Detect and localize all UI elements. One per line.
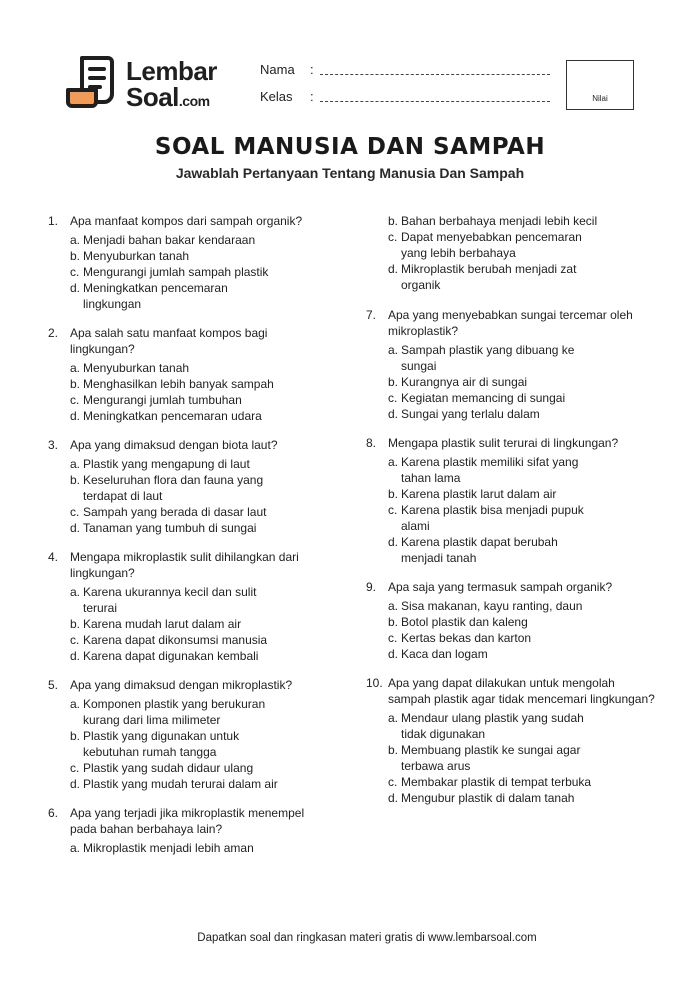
answer-option[interactable] xyxy=(388,229,656,245)
answer-option[interactable] xyxy=(70,264,318,280)
option-letter: b. xyxy=(388,743,399,757)
option-letter: d. xyxy=(70,521,81,535)
option-letter: c. xyxy=(70,265,80,279)
option-text: Sisa makanan, kayu ranting, daun xyxy=(401,599,583,613)
option-text: Mengurangi jumlah tumbuhan xyxy=(83,393,242,407)
answer-option[interactable] xyxy=(388,261,656,277)
answer-option[interactable] xyxy=(70,360,318,376)
option-letter: b. xyxy=(70,729,81,743)
answer-option[interactable] xyxy=(70,840,318,856)
option-text-continued: terurai xyxy=(83,601,118,615)
option-letter: a. xyxy=(70,361,81,375)
option-letter: a. xyxy=(70,233,81,247)
question-text: Apa saja yang termasuk sampah organik? xyxy=(388,580,613,594)
option-letter: c. xyxy=(70,505,80,519)
answer-option[interactable] xyxy=(70,392,318,408)
question-item xyxy=(366,435,656,566)
option-text: Sungai yang terlalu dalam xyxy=(401,407,540,421)
option-text: Dapat menyebabkan pencemaran xyxy=(401,230,582,244)
question-text: Mengapa plastik sulit terurai di lingkungan? xyxy=(388,436,619,450)
answer-option[interactable] xyxy=(388,790,656,806)
option-letter: a. xyxy=(70,585,81,599)
answer-option[interactable] xyxy=(70,376,318,392)
question-text: Apa salah satu manfaat kompos bagi lingkungan? xyxy=(70,326,268,356)
question-number: 4. xyxy=(48,550,59,564)
option-text: Bahan berbahaya menjadi lebih kecil xyxy=(401,214,598,228)
option-letter: b. xyxy=(388,214,399,228)
score-label: Nilai xyxy=(592,94,608,103)
option-letter: a. xyxy=(388,343,399,357)
name-colon: : xyxy=(310,62,314,77)
option-letter: d. xyxy=(388,535,399,549)
option-text: Kaca dan logam xyxy=(401,647,488,661)
option-text-continued: terdapat di laut xyxy=(83,489,163,503)
question-number: 3. xyxy=(48,438,59,452)
answer-option[interactable] xyxy=(70,584,318,600)
answer-option[interactable] xyxy=(388,614,656,630)
page-title: SOAL MANUSIA DAN SAMPAH xyxy=(154,134,546,160)
answer-option[interactable] xyxy=(70,728,318,744)
question-text: Apa yang dapat dilakukan untuk mengolah sampah plastik agar tidak mencemari lingkungan? xyxy=(388,676,655,706)
option-letter: d. xyxy=(388,791,399,805)
option-text: Mendaur ulang plastik yang sudah xyxy=(401,711,584,725)
option-text: Mikroplastik berubah menjadi zat xyxy=(401,262,577,276)
class-label: Kelas xyxy=(260,89,293,104)
name-field[interactable] xyxy=(260,62,314,77)
name-input-line[interactable] xyxy=(320,74,550,75)
option-letter: c. xyxy=(70,761,80,775)
name-label: Nama xyxy=(260,62,295,77)
answer-option[interactable] xyxy=(70,472,318,488)
option-text: Keseluruhan flora dan fauna yang xyxy=(83,473,264,487)
question-text: Apa manfaat kompos dari sampah organik? xyxy=(70,214,303,228)
option-text: Mengubur plastik di dalam tanah xyxy=(401,791,575,805)
option-text: Mengurangi jumlah sampah plastik xyxy=(83,265,269,279)
option-letter: b. xyxy=(388,615,399,629)
question-text: Apa yang terjadi jika mikroplastik menempel pada bahan berbahaya lain? xyxy=(70,806,305,836)
option-text: Kurangnya air di sungai xyxy=(401,375,528,389)
option-text: Karena plastik larut dalam air xyxy=(401,487,557,501)
answer-option[interactable] xyxy=(388,774,656,790)
option-letter: c. xyxy=(388,391,398,405)
option-text: Menyuburkan tanah xyxy=(83,249,190,263)
document-icon xyxy=(66,56,120,108)
option-letter: d. xyxy=(70,649,81,663)
option-text: Plastik yang sudah didaur ulang xyxy=(83,761,254,775)
answer-option[interactable] xyxy=(70,504,318,520)
option-text-continued: kebutuhan rumah tangga xyxy=(83,745,217,759)
question-text: Apa yang menyebabkan sungai tercemar oleh mikroplastik? xyxy=(388,308,633,338)
question-number: 8. xyxy=(366,436,377,450)
option-text: Plastik yang mengapung di laut xyxy=(83,457,250,471)
option-letter: a. xyxy=(388,711,399,725)
answer-option[interactable] xyxy=(388,486,656,502)
question-number: 10. xyxy=(366,676,383,690)
option-letter: a. xyxy=(388,599,399,613)
option-text: Membakar plastik di tempat terbuka xyxy=(401,775,592,789)
option-text: Karena dapat dikonsumsi manusia xyxy=(83,633,268,647)
option-text: Komponen plastik yang berukuran xyxy=(83,697,266,711)
question-text: Apa yang dimaksud dengan biota laut? xyxy=(70,438,278,452)
option-text: Plastik yang mudah terurai dalam air xyxy=(83,777,278,791)
option-letter: b. xyxy=(70,617,81,631)
option-letter: a. xyxy=(388,455,399,469)
option-letter: c. xyxy=(388,503,398,517)
question-item xyxy=(366,579,656,662)
answer-option[interactable] xyxy=(70,648,318,664)
option-text: Membuang plastik ke sungai agar xyxy=(401,743,581,757)
option-text: Mikroplastik menjadi lebih aman xyxy=(83,841,254,855)
option-text-continued: terbawa arus xyxy=(401,759,471,773)
question-number: 7. xyxy=(366,308,377,322)
question-number: 6. xyxy=(48,806,59,820)
question-item xyxy=(366,675,656,806)
option-letter: d. xyxy=(388,647,399,661)
option-letter: d. xyxy=(70,777,81,791)
option-text-continued: menjadi tanah xyxy=(401,551,477,565)
option-text-continued: organik xyxy=(401,278,441,292)
question-number: 1. xyxy=(48,214,59,228)
question-item xyxy=(48,549,318,664)
option-text-continued: sungai xyxy=(401,359,437,373)
answer-option[interactable] xyxy=(388,406,656,422)
brand-line1: Lembar xyxy=(126,56,217,86)
class-field[interactable] xyxy=(260,89,314,104)
answer-option[interactable] xyxy=(388,390,656,406)
question-item xyxy=(366,307,656,422)
option-text-continued: kurang dari lima milimeter xyxy=(83,713,221,727)
answer-option[interactable] xyxy=(70,632,318,648)
option-letter: c. xyxy=(70,393,80,407)
answer-option[interactable] xyxy=(70,232,318,248)
answer-option[interactable] xyxy=(388,374,656,390)
footer-note: Dapatkan soal dan ringkasan materi gratis di www.lembarsoal.com xyxy=(197,932,537,944)
answer-option[interactable] xyxy=(70,520,318,536)
brand-line2 xyxy=(126,82,210,113)
option-text: Sampah yang berada di dasar laut xyxy=(83,505,267,519)
answer-option[interactable] xyxy=(388,534,656,550)
answer-option[interactable] xyxy=(388,742,656,758)
answer-option[interactable] xyxy=(388,598,656,614)
option-text: Menghasilkan lebih banyak sampah xyxy=(83,377,274,391)
question-item xyxy=(48,325,318,424)
question-number: 5. xyxy=(48,678,59,692)
answer-option[interactable] xyxy=(388,454,656,470)
brand-soal: Soal xyxy=(126,82,179,112)
answer-option[interactable] xyxy=(388,502,656,518)
answer-option[interactable] xyxy=(388,213,656,229)
class-input-line[interactable] xyxy=(320,101,550,102)
option-letter: b. xyxy=(70,473,81,487)
option-text: Kegiatan memancing di sungai xyxy=(401,391,566,405)
class-colon: : xyxy=(310,89,314,104)
answer-option[interactable] xyxy=(70,760,318,776)
option-letter: c. xyxy=(70,633,80,647)
option-text-continued: tidak digunakan xyxy=(401,727,486,741)
answer-option[interactable] xyxy=(70,616,318,632)
answer-option[interactable] xyxy=(70,280,318,296)
option-text: Karena plastik bisa menjadi pupuk xyxy=(401,503,584,517)
answer-option[interactable] xyxy=(388,710,656,726)
option-letter: c. xyxy=(388,775,398,789)
questions-right-column xyxy=(366,213,656,819)
question-continuation xyxy=(366,213,656,293)
option-text: Botol plastik dan kaleng xyxy=(401,615,528,629)
option-text: Sampah plastik yang dibuang ke xyxy=(401,343,575,357)
option-letter: d. xyxy=(70,409,81,423)
option-letter: b. xyxy=(70,249,81,263)
option-text: Karena dapat digunakan kembali xyxy=(83,649,259,663)
question-text: Mengapa mikroplastik sulit dihilangkan dari lingkungan? xyxy=(70,550,299,580)
option-text: Menjadi bahan bakar kendaraan xyxy=(83,233,256,247)
option-letter: b. xyxy=(388,375,399,389)
option-text: Meningkatkan pencemaran udara xyxy=(83,409,262,423)
question-item xyxy=(48,437,318,536)
option-text: Karena plastik memiliki sifat yang xyxy=(401,455,579,469)
option-text: Tanaman yang tumbuh di sungai xyxy=(83,521,257,535)
option-letter: a. xyxy=(70,841,81,855)
question-number: 9. xyxy=(366,580,377,594)
option-letter: a. xyxy=(70,697,81,711)
question-item xyxy=(48,677,318,792)
lembarsoal-logo xyxy=(66,54,216,110)
option-text: Kertas bekas dan karton xyxy=(401,631,532,645)
brand-suffix: .com xyxy=(178,93,210,109)
answer-option[interactable] xyxy=(70,696,318,712)
page-subtitle: Jawablah Pertanyaan Tentang Manusia Dan Sampah xyxy=(175,165,525,181)
answer-option[interactable] xyxy=(388,630,656,646)
option-text-continued: alami xyxy=(401,519,430,533)
option-text: Meningkatkan pencemaran xyxy=(83,281,228,295)
option-letter: b. xyxy=(388,487,399,501)
option-text: Menyuburkan tanah xyxy=(83,361,190,375)
option-text: Karena plastik dapat berubah xyxy=(401,535,558,549)
option-text: Karena ukurannya kecil dan sulit xyxy=(83,585,257,599)
answer-option[interactable] xyxy=(70,456,318,472)
option-text-continued: tahan lama xyxy=(401,471,461,485)
question-text: Apa yang dimaksud dengan mikroplastik? xyxy=(70,678,293,692)
answer-option[interactable] xyxy=(388,646,656,662)
option-text-continued: lingkungan xyxy=(83,297,142,311)
option-letter: d. xyxy=(388,407,399,421)
option-letter: a. xyxy=(70,457,81,471)
question-item xyxy=(48,213,318,312)
answer-option[interactable] xyxy=(70,248,318,264)
questions-left-column xyxy=(48,213,318,869)
question-item xyxy=(48,805,318,856)
option-letter: d. xyxy=(70,281,81,295)
score-box[interactable] xyxy=(566,60,634,110)
answer-option[interactable] xyxy=(388,342,656,358)
option-letter: b. xyxy=(70,377,81,391)
option-letter: c. xyxy=(388,631,398,645)
option-letter: c. xyxy=(388,230,398,244)
answer-option[interactable] xyxy=(70,408,318,424)
option-text: Plastik yang digunakan untuk xyxy=(83,729,240,743)
question-number: 2. xyxy=(48,326,59,340)
option-text: Karena mudah larut dalam air xyxy=(83,617,242,631)
option-letter: d. xyxy=(388,262,399,276)
answer-option[interactable] xyxy=(70,776,318,792)
option-text-continued: yang lebih berbahaya xyxy=(401,246,516,260)
